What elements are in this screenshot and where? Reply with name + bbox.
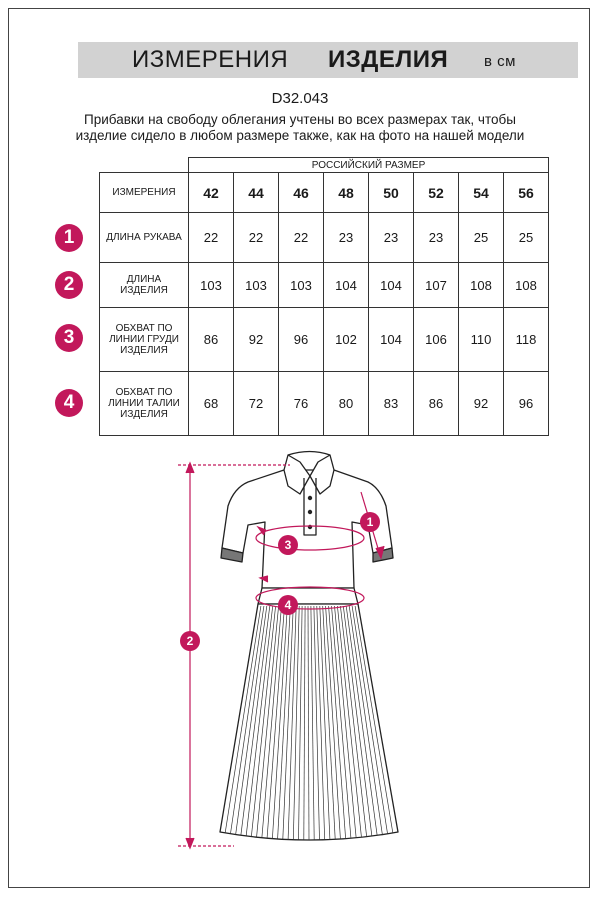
size-header: 56 (504, 173, 549, 213)
table-cell: 68 (189, 372, 234, 436)
row-number-badge-1: 1 (55, 224, 83, 252)
table-cell: 92 (234, 308, 279, 372)
table-cell: 103 (189, 263, 234, 308)
size-header: 52 (414, 173, 459, 213)
table-cell: 23 (414, 213, 459, 263)
row-label: ОБХВАТ ПО ЛИНИИ ГРУДИ ИЗДЕЛИЯ (100, 308, 189, 372)
table-cell: 104 (324, 263, 369, 308)
table-cell: 108 (459, 263, 504, 308)
button-icon (308, 496, 312, 500)
header-title-garment: ИЗДЕЛИЯ (328, 46, 449, 73)
table-cell: 103 (234, 263, 279, 308)
header-title-measurements: ИЗМЕРЕНИЯ (132, 46, 289, 73)
table-cell: 22 (234, 213, 279, 263)
diagram-marker-sleeve: 1 (360, 512, 380, 532)
article-number: D32.043 (271, 90, 329, 107)
header-unit: в см (484, 53, 516, 70)
row-label: ДЛИНА ИЗДЕЛИЯ (100, 263, 189, 308)
table-cell: 104 (369, 263, 414, 308)
table-cell: 86 (189, 308, 234, 372)
table-cell: 76 (279, 372, 324, 436)
table-cell: 23 (324, 213, 369, 263)
row-number-badge-4: 4 (55, 389, 83, 417)
size-header: 44 (234, 173, 279, 213)
table-cell: 118 (504, 308, 549, 372)
row-number-badge-3: 3 (55, 324, 83, 352)
measurements-column-header: ИЗМЕРЕНИЯ (100, 173, 189, 213)
fit-note-line-2: изделие сидело в любом размере также, как на фото на нашей модели (75, 128, 525, 143)
table-cell: 92 (459, 372, 504, 436)
row-number-badge-2: 2 (55, 271, 83, 299)
fit-note-line-1: Прибавки на свободу облегания учтены во всех размерах так, чтобы (84, 112, 516, 127)
table-cell: 80 (324, 372, 369, 436)
size-header: 42 (189, 173, 234, 213)
table-cell: 72 (234, 372, 279, 436)
table-cell: 110 (459, 308, 504, 372)
table-cell: 25 (459, 213, 504, 263)
table-cell: 104 (369, 308, 414, 372)
table-cell: 107 (414, 263, 459, 308)
table-cell: 96 (279, 308, 324, 372)
table-cell: 22 (189, 213, 234, 263)
button-icon (308, 510, 312, 514)
size-header: 48 (324, 173, 369, 213)
table-cell: 23 (369, 213, 414, 263)
size-header: 46 (279, 173, 324, 213)
table-cell: 106 (414, 308, 459, 372)
table-cell: 96 (504, 372, 549, 436)
table-cell: 108 (504, 263, 549, 308)
row-label: ОБХВАТ ПО ЛИНИИ ТАЛИИ ИЗДЕЛИЯ (100, 372, 189, 436)
table-cell: 83 (369, 372, 414, 436)
diagram-marker-chest: 3 (278, 535, 298, 555)
table-cell: 102 (324, 308, 369, 372)
row-label: ДЛИНА РУКАВА (100, 213, 189, 263)
size-header: 50 (369, 173, 414, 213)
size-header: 54 (459, 173, 504, 213)
diagram-marker-waist: 4 (278, 595, 298, 615)
table-cell: 103 (279, 263, 324, 308)
table-cell: 86 (414, 372, 459, 436)
diagram-marker-length: 2 (180, 631, 200, 651)
russian-size-header: РОССИЙСКИЙ РАЗМЕР (189, 158, 549, 173)
table-cell: 25 (504, 213, 549, 263)
table-cell: 22 (279, 213, 324, 263)
